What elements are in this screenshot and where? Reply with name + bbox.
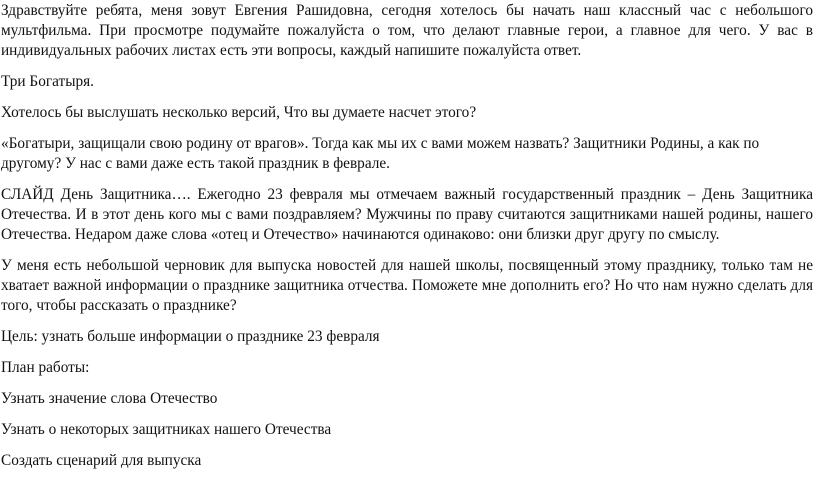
paragraph-three-bogatyrs: Три Богатыря. <box>1 73 94 90</box>
paragraph-plan-heading: План работы: <box>1 359 90 376</box>
plan-item-2: Узнать о некоторых защитниках нашего Отечества <box>1 421 332 438</box>
paragraph-greeting: Здравствуйте ребята, меня зовут Евгения Рашидовна, сегодня хотелось бы начать наш классный час с небольшого мультфильма. При просмотре подумайте пожалуйста о том, что делают главные герои, а главное для чего. У вас в индивидуальных рабочих листах есть эти вопросы, каждый напишите пожалуйста ответ. <box>1 2 813 59</box>
paragraph-goal: Цель: узнать больше информации о празднике 23 февраля <box>1 328 380 345</box>
paragraph-draft: У меня есть небольшой черновик для выпуска новостей для нашей школы, посвященный этому празднику, только там не хватает важной информации о празднике защитника отчества. Поможете мне дополнить его? Но что нам нужно сделать для того, чтобы рассказать о празднике? <box>1 257 813 314</box>
paragraph-slide: СЛАЙД День Защитника…. Ежегодно 23 февраля мы отмечаем важный государственный праздник – День Защитника Отечества. И в этот день кого мы с вами поздравляем? Мужчины по праву считаются защитниками нашей родины, нашего Отечества. Недаром даже слова «отец и Отечество» начинаются одинаково: они близки друг другу по смыслу. <box>1 186 813 243</box>
paragraph-defenders: «Богатыри, защищали свою родину от врагов». Тогда как мы их с вами можем назвать? Защитники Родины, а как по другому? У нас с вами даже есть такой праздник в феврале. <box>1 135 760 172</box>
document-body <box>1 1 813 482</box>
plan-item-3: Создать сценарий для выпуска <box>1 452 202 469</box>
plan-item-1: Узнать значение слова Отечество <box>1 390 218 407</box>
paragraph-question: Хотелось бы выслушать несколько версий, Что вы думаете насчет этого? <box>1 104 477 121</box>
